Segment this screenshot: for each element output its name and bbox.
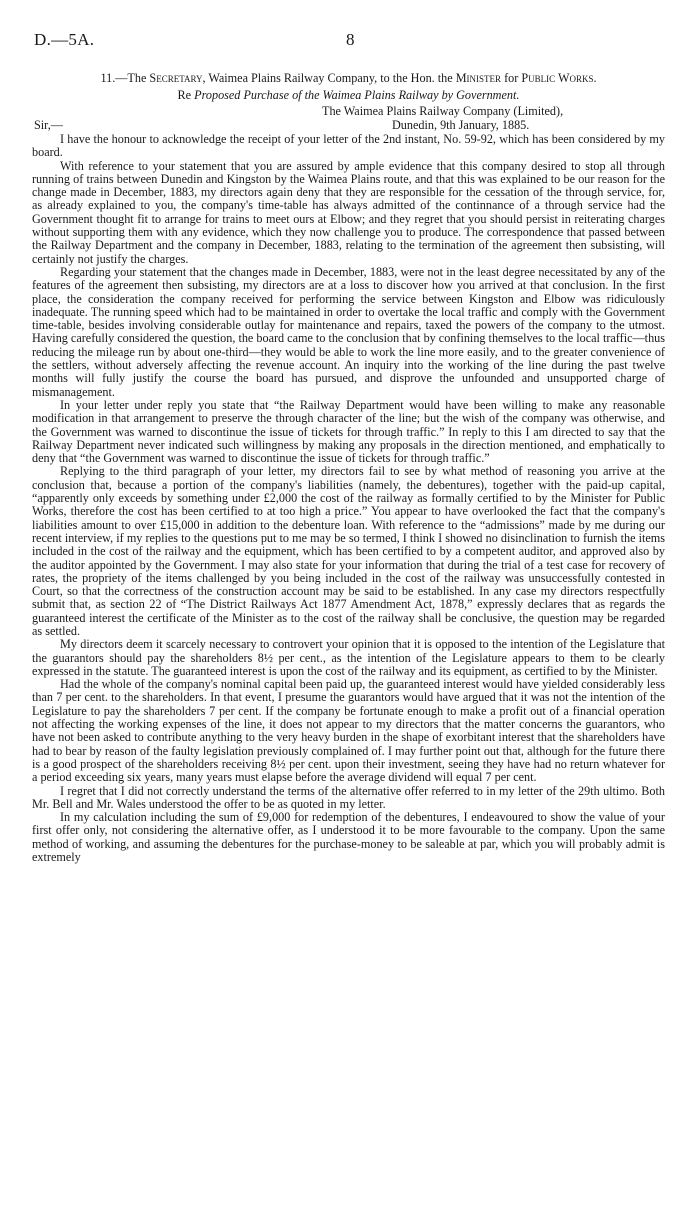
page-header (32, 30, 665, 58)
heading-mid: , Waimea Plains Railway Company, to the Hon. the (202, 71, 456, 85)
sender-name: The Waimea Plains Railway Company (Limited), (322, 104, 564, 118)
paragraph: I have the honour to acknowledge the receipt of your letter of the 2nd instant, No. 59-92, which has been considered by my board. (32, 132, 665, 160)
letter-address-block (32, 103, 665, 133)
paragraph: Had the whole of the company's nominal capital been paid up, the guaranteed interest would have yielded considerably less than 7 per cent. to the shareholders. In that event, I presume the guarantors would have argued that it was not the intention of the Legislature to pay the shareholders 7 per cent. If the company be fortunate enough to make a profit out of a financial operation not affecting the working expenses of the line, it does not appear to my directors that the matter concerns the guarantors, who have not been asked to contribute anything to the very heavy burden in the shape of exorbitant interest that the shareholders have had to bear by reason of the faulty legislation previously complained of. I may further point out that, although for the future there is a good prospect of the shareholders receiving 8½ per cent. upon their investment, seeing they have had no return whatever for a period exceeding six years, many years must elapse before the average dividend will equal 7 per cent. (32, 677, 665, 785)
subject-re: Re (177, 88, 195, 102)
heading-for: for (501, 71, 522, 85)
letter-heading (32, 72, 665, 85)
dateline: Dunedin, 9th January, 1885. (392, 118, 530, 132)
paragraph: With reference to your statement that you are assured by ample evidence that this company desired to stop all through running of trains between Dunedin and Kingston by the Waimea Plains route, and that this was explained to be our reason for the change made in December, 1883, my directors again deny that they are responsible for the cessation of the through service, for, as already explained to you, the company's time-table has always admitted of the continnance of a through service had the Government thought fit to arrange for trains to meet ours at Elbow; and they regret that you should persist in reiterating charges without supporting them with any evidence, which they now challenge you to produce. The correspondence that passed between the Railway Department and the company in December, 1883, relating to the termination of the agreement then subsisting, will certainly not justify the charges. (32, 158, 665, 266)
subject-text: Proposed Purchase of the Waimea Plains Railway by Government. (194, 88, 520, 102)
heading-end: . (593, 71, 597, 85)
letter-subject (32, 88, 665, 103)
heading-number: 11.—The (100, 71, 150, 85)
page-number: 8 (346, 30, 355, 49)
salutation: Sir,— (34, 118, 63, 132)
paragraph: In your letter under reply you state that “the Railway Department would have been willing to make any reasonable modification in that arrangement to preserve the through character of the line; but the wish of the company was otherwise, and the Government was warned to discontinue the issue of tickets for through traffic.” In reply to this I am directed to say that the Railway Department never indicated such willingness by making any proposals in the direction mentioned, and emphatically to deny that “the Government was warned to discontinue the issue of tickets for through traffic.” (32, 397, 665, 466)
document-reference: D.—5A. (34, 30, 95, 49)
paragraph: I regret that I did not correctly understand the terms of the alternative offer referred to in my letter of the 29th ultimo. Both Mr. Bell and Mr. Wales understood the offer to be as quoted in my letter. (32, 783, 665, 811)
paragraph: Replying to the third paragraph of your letter, my directors fail to see by what method of reasoning you arrive at the conclusion that, because a portion of the company's liabilities (namely, the debentures), together with the paid-up capital, “apparently only exceeds by something under £2,000 the cost of the railway as formally certified to by the Minister for Public Works, therefore the cost has been certified to at too high a price.” You appear to have overlooked the fact that the company's liabilities amount to over £15,000 in addition to the debenture loan. With reference to the “admissions” made by me during our recent interview, if my replies to the questions put to me may be so termed, I think I showed no disinclination to furnish the items included in the cost of the railway and the equipment, which has been certified to by a competent auditor, and approved also by the auditor appointed by the Government. I may also state for your information that during the trial of a test case for recovery of rates, the propriety of the items challenged by you being included in the cost of the railway was unsuccessfully contested in Court, so that the correctness of the construction account may be said to be established. In any case my directors respectfully submit that, as section 22 of “The District Railways Act 1877 Amendment Act, 1878,” expressly declares that as regards the guaranteed interest the certificate of the Minister as to the cost of the railway shall be conclusive, the question may be regarded as settled. (32, 464, 665, 638)
paragraph: In my calculation including the sum of £9,000 for redemption of the debentures, I endeavoured to show the value of your first offer only, not considering the alternative offer, as I understood it to be more favourable to the company. Upon the same method of working, and assuming the debentures for the purchase-money to be saleable at par, which you will probably admit is extremely (32, 810, 665, 865)
paragraph: My directors deem it scarcely necessary to controvert your opinion that it is opposed to the intention of the Legislature that the guarantors should pay the shareholders 8½ per cent., as the intention of the Legislature appears to them to be clearly expressed in the statute. The guaranteed interest is upon the cost of the railway and its equipment, as certified to by the Minister. (32, 637, 665, 678)
letter-body (32, 133, 665, 864)
heading-secretary: Secretary (149, 71, 203, 85)
paragraph: Regarding your statement that the changes made in December, 1883, were not in the least degree necessitated by any of the features of the agreement then subsisting, my directors are at a loss to discover how you arrived at that conclusion. In the first place, the consideration the company received for performing the service between Kingston and Elbow was ridiculously inadequate. The running speed which had to be maintained in order to overtake the local traffic and comply with the Government time-table, besides involving considerable outlay for maintenance and repairs, taxed the powers of the company to the utmost. Having carefully considered the question, the board came to the conclusion that by confining themselves to the local traffic—thus reducing the mileage run by about one-third—they would be able to work the line more easily, and to the greater convenience of the settlers, without adversely affecting the revenue account. An inquiry into the working of the line during the past twelve months will fully justify the course the board has pursued, and disprove the unfounded and unsupported charge of mismanagement. (32, 264, 665, 399)
heading-public-works: Public Works (521, 71, 594, 85)
heading-minister: Minister (455, 71, 502, 85)
